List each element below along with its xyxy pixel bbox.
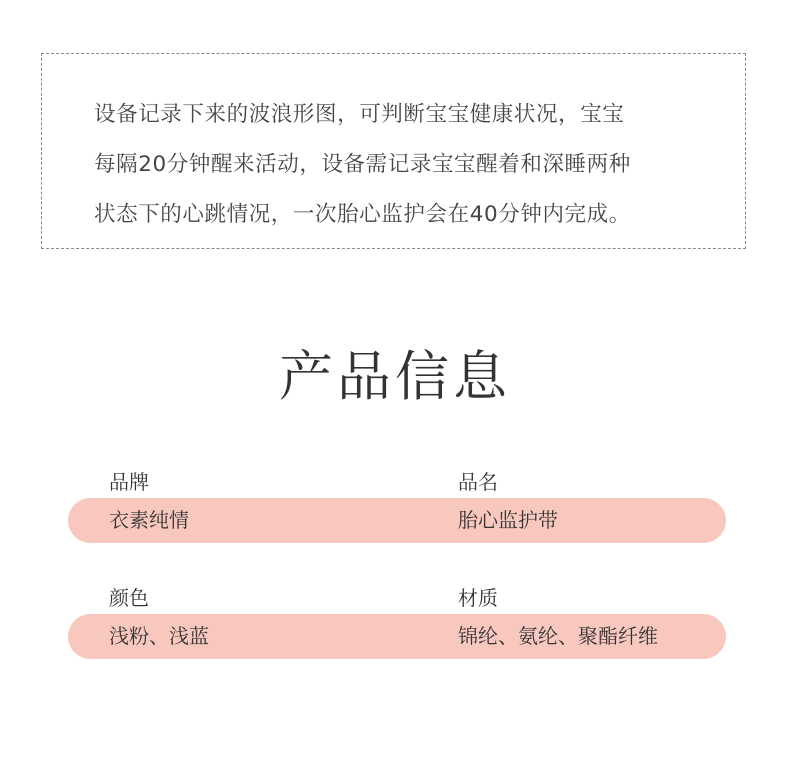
brand-label: 品牌 bbox=[109, 470, 149, 494]
color-label: 颜色 bbox=[109, 586, 149, 610]
product-name-label: 品名 bbox=[458, 470, 498, 494]
description-line: 设备记录下来的波浪形图，可判断宝宝健康状况，宝宝 bbox=[94, 102, 625, 127]
brand-value: 衣素纯情 bbox=[109, 508, 189, 532]
description-line: 每隔20分钟醒来活动，设备需记录宝宝醒着和深睡两种 bbox=[94, 152, 631, 177]
material-label: 材质 bbox=[458, 586, 498, 610]
material-value: 锦纶、氨纶、聚酯纤维 bbox=[458, 624, 658, 648]
color-value: 浅粉、浅蓝 bbox=[109, 624, 209, 648]
section-title: 产品信息 bbox=[279, 345, 511, 408]
description-line: 状态下的心跳情况，一次胎心监护会在40分钟内完成。 bbox=[94, 202, 631, 227]
description-box bbox=[41, 53, 746, 249]
product-name-value: 胎心监护带 bbox=[458, 508, 558, 532]
description-text bbox=[94, 90, 714, 240]
